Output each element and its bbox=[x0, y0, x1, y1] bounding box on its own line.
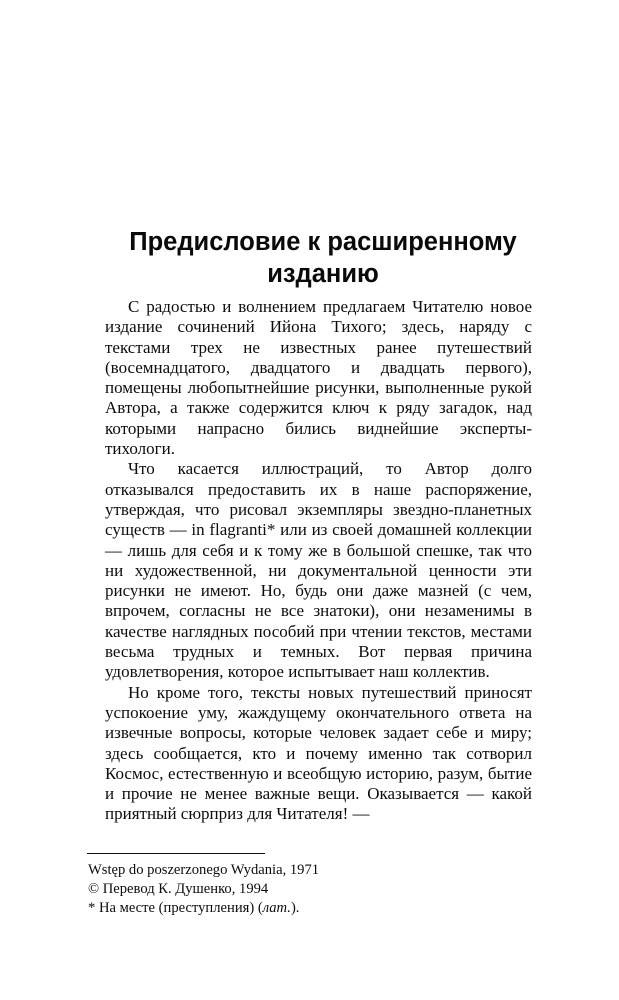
footnote-divider bbox=[87, 853, 265, 854]
footnote-language: лат. bbox=[262, 900, 291, 916]
footnote-source: Wstęp do poszerzonego Wydania, 1971 bbox=[88, 862, 320, 878]
paragraph-2: Что касается иллюстраций, то Автор долго отказывался предоставить их в наше распоряжение, утверждая, что рисовал экземпляры звездно-планетных существ — in flagranti* или из своей домашней коллекции — лишь для себя и к тому же в большой спешке, так что ни художественной, ни документальной ценности эти рисунки не имеют. Но, будь они даже мазней (с чем, впрочем, согласны не все знатоки), они незаменимы в качестве наглядных пособий при чтении текстов, местами весьма трудных и темных. Вот первая причина удовлетворения, которое испытывает наш коллектив. bbox=[105, 459, 532, 682]
paragraph-3: Но кроме того, тексты новых путешествий приносят успокоение уму, жаждущему окончательного ответа на извечные вопросы, которые человек задает себе и миру; здесь сообщается, кто и почему именно так сотворил Космос, естественную и всеобщую историю, разум, бытие и прочие не менее важные вещи. Оказывается — какой приятный сюрприз для Читателя! — bbox=[105, 682, 532, 824]
footnote-asterisk-text: * На месте (преступления) ( bbox=[88, 900, 263, 916]
footnotes bbox=[88, 861, 528, 918]
chapter-title-line-1: Предисловие к расширенному bbox=[129, 228, 517, 256]
paragraph-1: С радостью и волнением предлагаем Читателю новое издание сочинений Ийона Тихого; здесь, наряду с текстами трех не известных ранее путешествий (восемнадцатого, двадцатого и двадцать первого), помещены любопытнейшие рисунки, выполненные рукой Автора, а также содержится ключ к ряду загадок, над которыми напрасно бились виднейшие эксперты-тихологи. bbox=[105, 297, 532, 459]
body-text bbox=[105, 297, 532, 825]
footnote-asterisk-end: ). bbox=[290, 900, 300, 916]
chapter-title-line-2: изданию bbox=[267, 260, 379, 288]
footnote-translation: © Перевод К. Душенко, 1994 bbox=[88, 881, 269, 897]
footnote-asterisk bbox=[88, 899, 528, 918]
